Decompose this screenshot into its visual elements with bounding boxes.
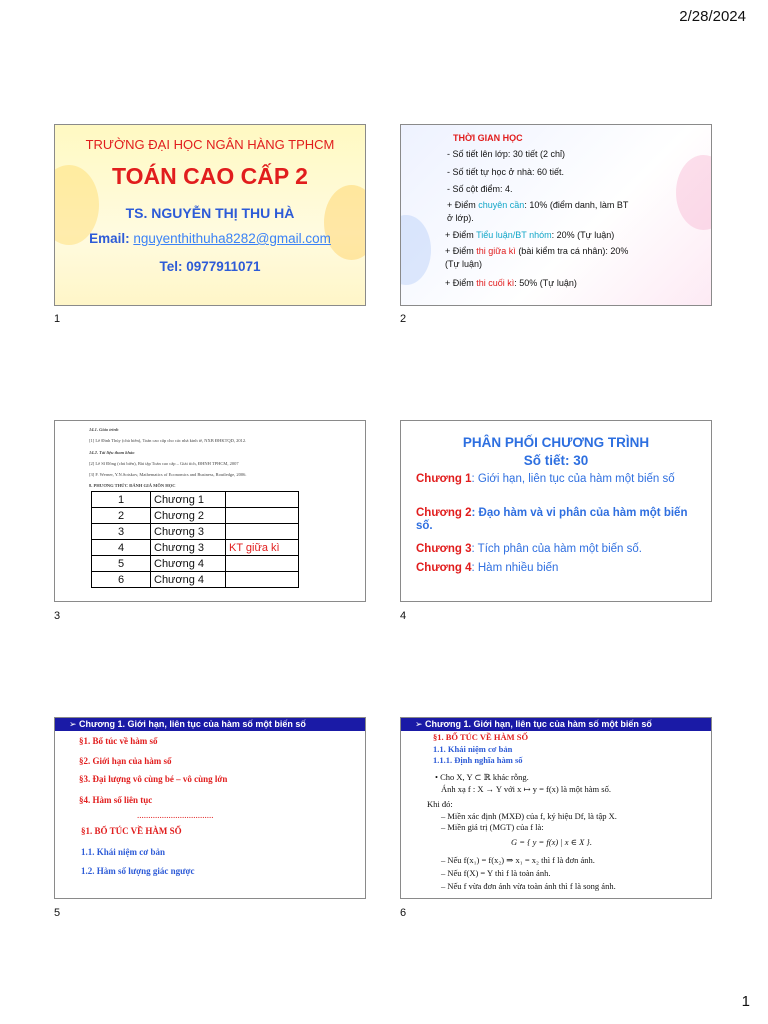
definition-line: Ánh xạ f : X → Y với x ↦ y = f(x) là một hàm số. [441, 784, 611, 794]
table-row [92, 508, 299, 524]
program-subtitle: Số tiết: 30 [523, 453, 589, 468]
formula-line: G = { y = f(x) | x ∈ X }. [511, 837, 592, 847]
scan-line: 8. PHƯƠNG THỨC ĐÁNH GIÁ MÔN HỌC [89, 483, 176, 488]
grade-midterm [445, 246, 628, 257]
program-title: PHÂN PHỐI CHƯƠNG TRÌNH [462, 435, 650, 450]
grade-final [445, 278, 577, 289]
row-index: 1 [92, 492, 151, 508]
table-row [92, 572, 299, 588]
grade-attendance [447, 200, 628, 211]
grade-prefix: + Điểm [445, 278, 477, 288]
outline-item: §2. Giới hạn của hàm số [79, 756, 172, 766]
final-detail: : 50% (Tự luận) [514, 278, 577, 288]
scan-line: 14.1. Giáo trình [89, 427, 119, 432]
final-label: thi cuối kì [476, 278, 515, 288]
chapter-1 [416, 473, 701, 486]
slide-1 [54, 124, 366, 306]
chapter-desc: : Đạo hàm và vi phân của hàm một biến số. [416, 507, 688, 532]
slide-4 [400, 420, 712, 602]
school-name: TRƯỜNG ĐẠI HỌC NGÂN HÀNG TPHCM [85, 137, 335, 152]
chapter-label: Chương 1 [416, 473, 472, 485]
row-index: 5 [92, 556, 151, 572]
chapter-3 [416, 543, 701, 556]
chapter-4 [416, 562, 701, 575]
outline-item: §1. Bổ túc về hàm số [79, 736, 158, 746]
definition-line: – Miền giá trị (MGT) của f là: [441, 822, 544, 832]
row-note: KT giữa kì [226, 540, 299, 556]
chapter-2 [416, 507, 701, 533]
slide-6 [400, 717, 712, 899]
slide-2 [400, 124, 712, 306]
row-chapter: Chương 2 [151, 508, 226, 524]
midterm-detail: (bài kiểm tra cá nhân): 20% [515, 246, 629, 256]
definition-line: • Cho X, Y ⊂ ℝ khác rỗng. [435, 772, 529, 782]
outline-item: §4. Hàm số liên tục [79, 795, 153, 805]
slide-3 [54, 420, 366, 602]
chapter-label: Chương 2 [416, 507, 472, 519]
table-row [92, 492, 299, 508]
chapter-header-bar: ➢ Chương 1. Giới hạn, liên tục của hàm số một biến số [55, 718, 366, 731]
balloon-decoration [400, 215, 431, 285]
row-chapter: Chương 3 [151, 524, 226, 540]
slide-number: 2 [400, 313, 407, 325]
course-title: TOÁN CAO CẤP 2 [112, 163, 308, 189]
group-detail: : 20% (Tự luận) [551, 230, 615, 240]
hours-class: - Số tiết lên lớp: 30 tiết (2 chỉ) [447, 149, 565, 159]
lecturer-name: TS. NGUYỄN THỊ THU HÀ [125, 205, 295, 221]
email-link[interactable]: nguyenthithuha8282@gmail.com [133, 231, 331, 246]
definition-line: Khi đó: [427, 799, 453, 809]
subsection-item: 1.1. Khái niệm cơ bản [81, 847, 165, 857]
print-date: 2/28/2024 [679, 8, 746, 25]
hours-self: - Số tiết tự học ở nhà: 60 tiết. [447, 167, 564, 177]
section-heading: §1. BỔ TÚC VỀ HÀM SỐ [433, 732, 529, 742]
email-line [55, 231, 365, 246]
slide-number: 5 [54, 907, 61, 919]
scan-line: 14.2. Tài liệu tham khảo [89, 450, 135, 455]
grade-attendance-cont: ở lớp). [447, 213, 474, 223]
chapter-desc: : Hàm nhiều biến [471, 562, 559, 574]
dotted-separator: .................................. [137, 810, 214, 820]
row-note [226, 524, 299, 540]
attendance-label: chuyên cần [478, 200, 525, 210]
chapter-desc: : Giới hạn, liên tục của hàm một biến số [471, 473, 675, 485]
scan-line: [2] Lê Sĩ Đồng (chủ biên), Bài tập Toán cao cấp – Giải tích, ĐHNH TPHCM, 2007 [89, 461, 239, 466]
slide-5 [54, 717, 366, 899]
chapter-header-bar: ➢ Chương 1. Giới hạn, liên tục của hàm số một biến số [401, 718, 712, 731]
slide-number: 4 [400, 610, 407, 622]
grade-prefix: + Điểm [447, 200, 479, 210]
grade-midterm-cont: (Tự luận) [445, 259, 483, 269]
row-index: 4 [92, 540, 151, 556]
row-index: 6 [92, 572, 151, 588]
chapter-desc: : Tích phân của hàm một biến số. [471, 543, 642, 555]
attendance-detail: : 10% (điểm danh, làm BT [524, 200, 629, 210]
definition-line: – Nếu f vừa đơn ánh vừa toàn ánh thì f là song ánh. [441, 881, 616, 891]
schedule-table [91, 491, 299, 588]
table-row [92, 556, 299, 572]
section-heading: §1. BỔ TÚC VỀ HÀM SỐ [81, 826, 182, 836]
chapter-label: Chương 4 [416, 562, 472, 574]
balloon-decoration [324, 185, 366, 260]
row-note [226, 492, 299, 508]
definition-line: – Nếu f(X) = Y thì f là toàn ánh. [441, 868, 551, 878]
definition-line: – Nếu f(x₁) = f(x₂) ⇒ x₁ = x₂ thì f là đơn ánh. [441, 855, 595, 865]
schedule-heading: THỜI GIAN HỌC [453, 133, 523, 143]
slide-number: 1 [54, 313, 61, 325]
definition-line: – Miền xác định (MXĐ) của f, ký hiệu Df, là tập X. [441, 811, 617, 821]
grade-prefix: + Điểm [445, 246, 477, 256]
phone-line: Tel: 0977911071 [159, 259, 261, 274]
slide-number: 3 [54, 610, 61, 622]
row-chapter: Chương 1 [151, 492, 226, 508]
row-chapter: Chương 4 [151, 572, 226, 588]
table-row [92, 540, 299, 556]
scan-line: [1] Lê Đình Thúy (chủ biên), Toán cao cấp cho các nhà kinh tế, NXB ĐHKTQD, 2012. [89, 438, 247, 443]
scan-line: [3] F. Werner, Y.N.Sotskov, Mathematics of Economics and Business, Routledge, 2006. [89, 472, 247, 477]
outline-item: §3. Đại lượng vô cùng bé – vô cùng lớn [79, 774, 228, 784]
grade-columns: - Số cột điểm: 4. [447, 184, 513, 194]
row-note [226, 508, 299, 524]
midterm-label: thi giữa kì [476, 246, 516, 256]
chapter-label: Chương 3 [416, 543, 472, 555]
row-index: 2 [92, 508, 151, 524]
grade-group [445, 230, 614, 241]
grade-prefix: + Điểm [445, 230, 477, 240]
slide-number: 6 [400, 907, 407, 919]
group-label: Tiểu luận/BT nhóm [476, 230, 552, 240]
subsubsection-heading: 1.1.1. Định nghĩa hàm số [433, 755, 523, 765]
row-note [226, 572, 299, 588]
row-index: 3 [92, 524, 151, 540]
row-chapter: Chương 4 [151, 556, 226, 572]
row-chapter: Chương 3 [151, 540, 226, 556]
subsection-item: 1.2. Hàm số lượng giác ngược [81, 866, 195, 876]
balloon-decoration [676, 155, 712, 230]
page-number: 1 [741, 993, 750, 1010]
email-label: Email: [89, 231, 130, 246]
row-note [226, 556, 299, 572]
table-row [92, 524, 299, 540]
subsection-heading: 1.1. Khái niệm cơ bản [433, 744, 513, 754]
